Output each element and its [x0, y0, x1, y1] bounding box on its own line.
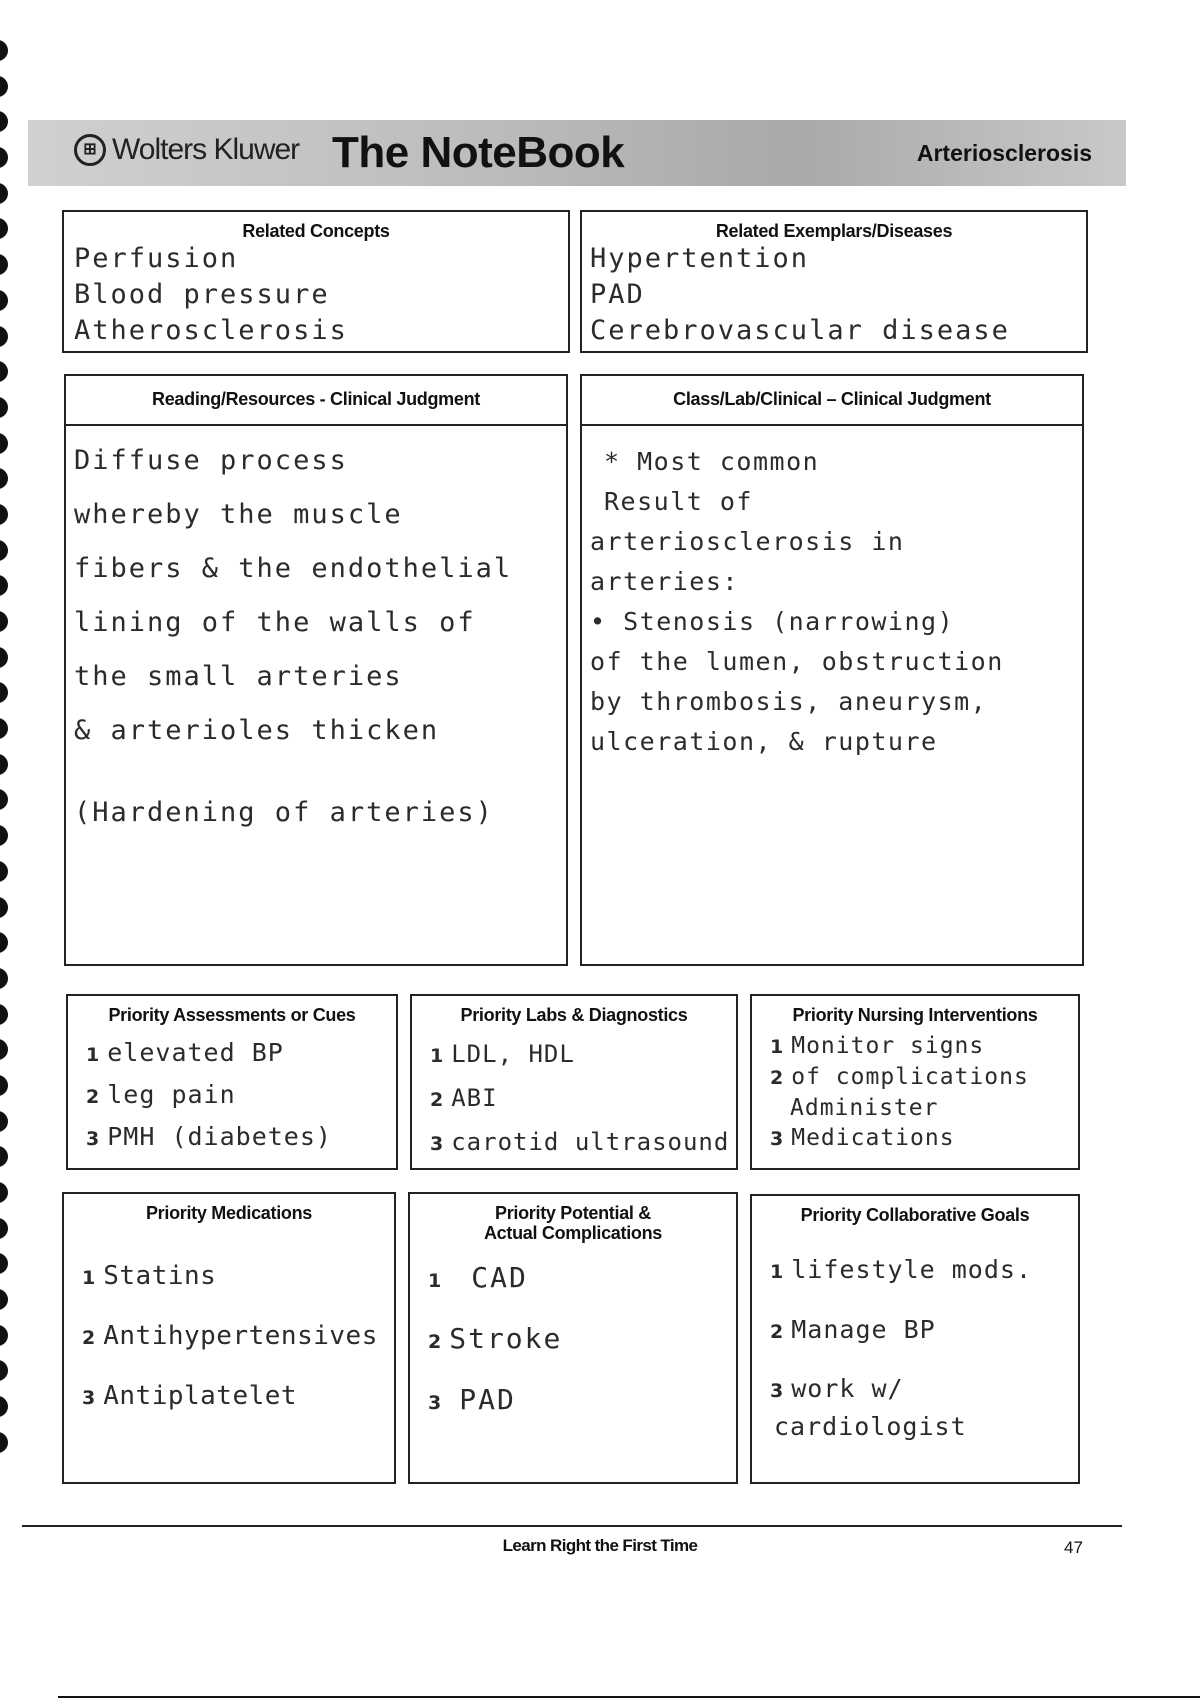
notebook-title: The NoteBook	[332, 128, 625, 177]
related-exemplar-item: PAD	[590, 279, 645, 310]
reading-note-line: the small arteries	[74, 661, 403, 692]
goal-item: 2 Manage BP	[770, 1315, 936, 1344]
intervention-item: Administer	[790, 1095, 939, 1121]
intervention-item: 3 Medications	[770, 1125, 955, 1151]
topic-title: Arteriosclerosis	[916, 140, 1092, 166]
reading-note-line: Diffuse process	[74, 445, 348, 476]
page-number: 47	[1064, 1538, 1083, 1557]
priority-medications-heading: Priority Medications	[145, 1203, 313, 1223]
goal-item: 3 work w/	[770, 1374, 904, 1403]
class-lab-clinical-box	[580, 374, 1084, 966]
page-bottom-edge	[58, 1696, 1200, 1698]
priority-assessments-heading: Priority Assessments or Cues	[108, 1005, 356, 1025]
footer-divider	[22, 1525, 1122, 1527]
intervention-item: 1 Monitor signs	[770, 1033, 985, 1059]
reading-note-line: & arterioles thicken	[74, 715, 440, 746]
goal-item: 1 lifestyle mods.	[770, 1255, 1033, 1284]
priority-complications-box	[408, 1192, 738, 1484]
intervention-item: 2 of complications	[770, 1064, 1029, 1090]
class-note-line: ulceration, & rupture	[590, 727, 938, 756]
related-exemplar-item: Hypertention	[590, 243, 810, 274]
lab-item: 1 LDL, HDL	[430, 1040, 575, 1068]
assessment-item: 1 elevated BP	[86, 1038, 284, 1067]
goal-item: cardiologist	[774, 1412, 967, 1441]
spiral-binding	[0, 40, 16, 1468]
reading-resources-box	[64, 374, 568, 966]
priority-interventions-box	[750, 994, 1080, 1170]
related-concept-item: Atherosclerosis	[74, 315, 348, 346]
wolters-kluwer-logo-icon: ⊞	[74, 134, 106, 166]
class-lab-clinical-heading: Class/Lab/Clinical – Clinical Judgment	[582, 376, 1082, 426]
header-banner	[28, 120, 1126, 186]
medication-item: 1 Statins	[82, 1261, 217, 1291]
related-concepts-heading: Related Concepts	[242, 221, 390, 241]
class-note-line: arteriosclerosis in	[590, 527, 905, 556]
reading-note-line: (Hardening of arteries)	[74, 797, 494, 828]
priority-complications-heading: Priority Potential & Actual Complications	[483, 1203, 663, 1243]
priority-medications-box	[62, 1192, 396, 1484]
class-note-line: of the lumen, obstruction	[590, 647, 1004, 676]
medication-item: 3 Antiplatelet	[82, 1381, 298, 1411]
priority-goals-box	[750, 1194, 1080, 1484]
priority-interventions-heading: Priority Nursing Interventions	[792, 1005, 1038, 1025]
lab-item: 2 ABI	[430, 1084, 498, 1112]
class-note-line: by thrombosis, aneurysm,	[590, 687, 988, 716]
complication-item: 1 CAD	[428, 1261, 528, 1294]
reading-note-line: whereby the muscle	[74, 499, 403, 530]
class-note-line: Result of	[604, 487, 753, 516]
reading-resources-heading: Reading/Resources - Clinical Judgment	[66, 376, 566, 426]
related-exemplars-box	[580, 210, 1088, 353]
reading-note-line: lining of the walls of	[74, 607, 476, 638]
related-exemplars-heading: Related Exemplars/Diseases	[715, 221, 953, 241]
related-concept-item: Perfusion	[74, 243, 239, 274]
lab-item: 3 carotid ultrasound	[430, 1128, 730, 1156]
reading-note-line: fibers & the endothelial	[74, 553, 513, 584]
class-note-line: * Most common	[604, 447, 820, 476]
priority-assessments-box	[66, 994, 398, 1170]
related-concept-item: Blood pressure	[74, 279, 330, 310]
brand-name: Wolters Kluwer	[112, 133, 300, 166]
class-note-line: arteries:	[590, 567, 739, 596]
priority-goals-heading: Priority Collaborative Goals	[800, 1205, 1030, 1225]
class-note-line: • Stenosis (narrowing)	[590, 607, 955, 636]
medication-item: 2 Antihypertensives	[82, 1321, 378, 1351]
assessment-item: 3 PMH (diabetes)	[86, 1122, 332, 1151]
complication-item: 3 PAD	[428, 1383, 516, 1416]
priority-labs-box	[410, 994, 738, 1170]
assessment-item: 2 leg pain	[86, 1080, 236, 1109]
priority-labs-heading: Priority Labs & Diagnostics	[460, 1005, 688, 1025]
footer-tagline: Learn Right the First Time	[502, 1536, 698, 1555]
related-concepts-box	[62, 210, 570, 353]
related-exemplar-item: Cerebrovascular disease	[590, 315, 1010, 346]
complication-item: 2 Stroke	[428, 1322, 563, 1355]
